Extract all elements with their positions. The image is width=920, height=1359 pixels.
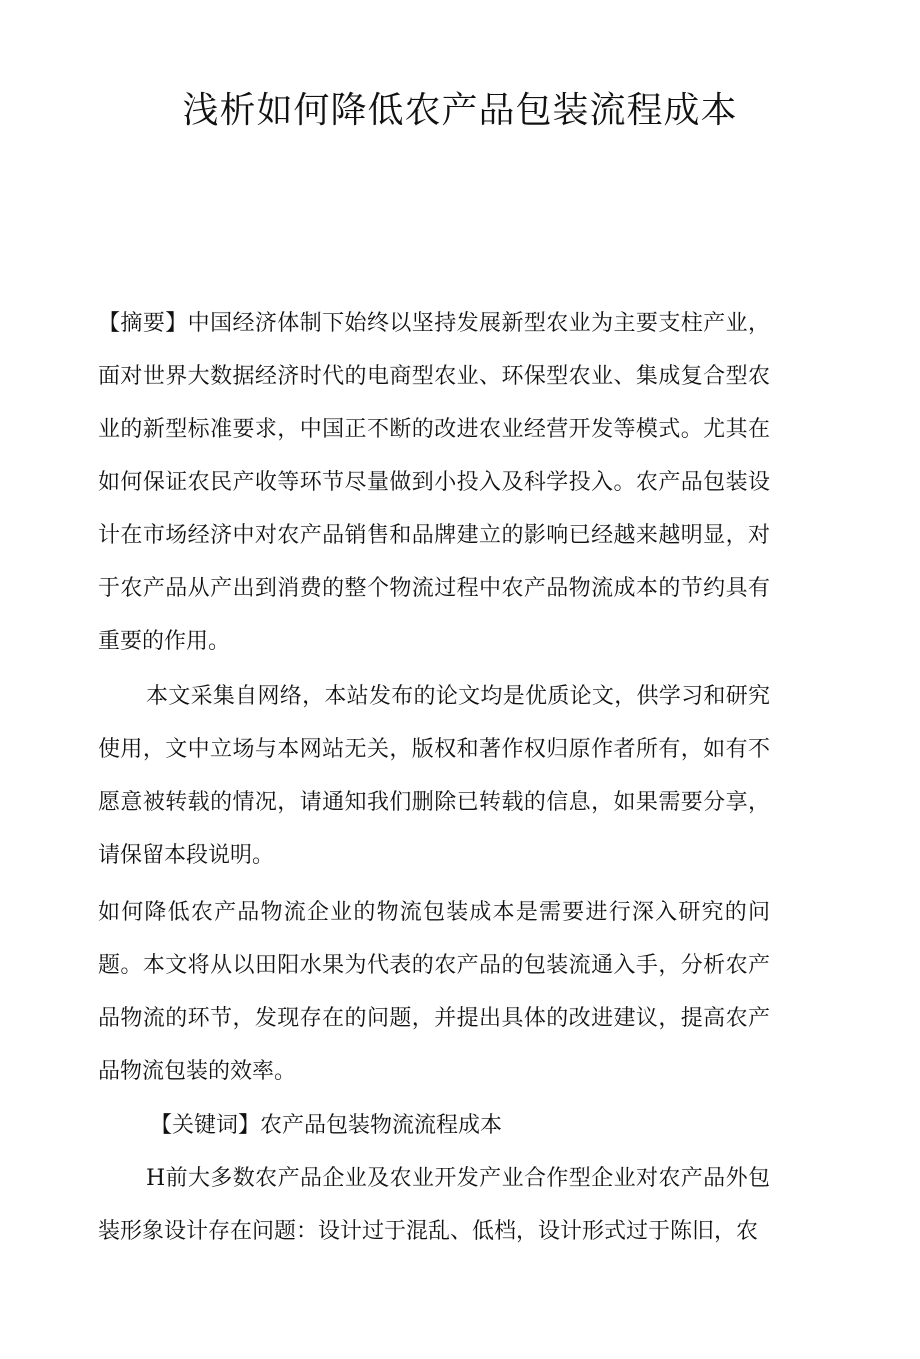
keywords-line: 【关键词】农产品包装物流流程成本 bbox=[150, 1113, 503, 1138]
intro-paragraph: 如何降低农产品物流企业的物流包装成本是需要进行深入研究的问题。本文将从以田阳水果为代表的农产品的包装流通入手，分析农产品物流的环节，发现存在的问题，并提出具体的改进建议，提高农产品物流包装的效率。 bbox=[98, 900, 770, 1084]
copyright-notice-paragraph: 本文采集自网络，本站发布的论文均是优质论文，供学习和研究使用，文中立场与本网站无关，版权和著作权归原作者所有，如有不愿意被转载的情况，请通知我们删除已转载的信息，如果需要分享，请保留本段说明。 bbox=[98, 684, 770, 868]
document-title: 浅析如何降低农产品包装流程成本 bbox=[182, 90, 738, 131]
abstract-paragraph: 【摘要】中国经济体制下始终以坚持发展新型农业为主要支柱产业，面对世界大数据经济时代的电商型农业、环保型农业、集成复合型农业的新型标准要求，中国正不断的改进农业经营开发等模式。尤其在如何保证农民产收等环节尽量做到小投入及科学投入。农产品包装设计在市场经济中对农产品销售和品牌建立的影响已经越来越明显，对于农产品从产出到消费的整个物流过程中农产品物流成本的节约具有重要的作用。 bbox=[98, 311, 770, 654]
body-paragraph: H前大多数农产品企业及农业开发产业合作型企业对农产品外包装形象设计存在问题：设计过于混乱、低档，设计形式过于陈旧，农 bbox=[98, 1166, 770, 1244]
